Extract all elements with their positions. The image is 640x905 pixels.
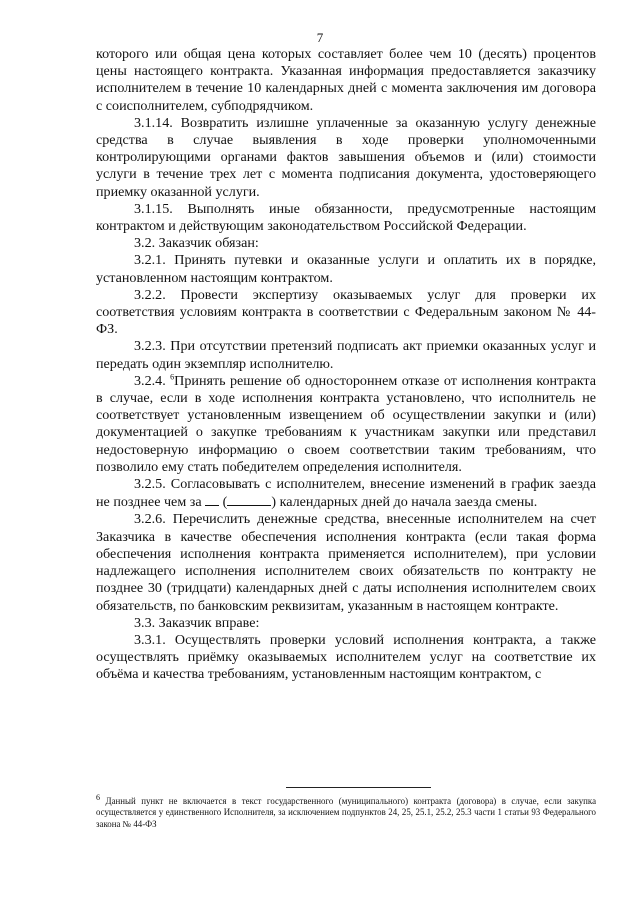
paragraph-3-1-14: 3.1.14. Возвратить излишне уплаченные за оказанную услугу денежные средства в случае выявления в ходе проверки уполномоченными контролирующими органами фактов завышения объемов и (или) стоимости услуги в течение трех лет с момента подписания документа, удостоверяющего приемку оказанной услуги. [96, 114, 596, 200]
footnote-text: Данный пункт не включается в текст государственного (муниципального) контракта (договора) в случае, если закупка осуществляется у единственного Исполнителя, за исключением подпунктов 24, 25, 25.1, 25.2, 25.3 части 1 статьи 93 Федерального закона № 44-ФЗ [96, 796, 597, 829]
section-heading-3-3: 3.3. Заказчик вправе: [134, 614, 260, 631]
blank-field-days-number [205, 493, 219, 506]
section-heading-3-2: 3.2. Заказчик обязан: [134, 235, 259, 252]
paragraph-3-2-2: 3.2.2. Провести экспертизу оказываемых услуг для проверки их соответствия условиям контракта в соответствии с Федеральным законом № 44-ФЗ. [96, 286, 596, 338]
blank-field-days-words [227, 493, 271, 506]
paragraph-3-2-5 [96, 476, 596, 511]
paragraph-3-2-6: 3.2.6. Перечислить денежные средства, внесенные исполнителем на счет Заказчика в качестве обеспечения исполнения контракта (если такая форма обеспечения исполнения контракта применяется исполнителем), при условии надлежащего исполнения исполнителем своих обязательств по контракту не позднее 30 (тридцати) календарных дней с даты исполнения исполнителем своих обязательств, по банковским реквизитам, указанным в настоящем контракте. [96, 511, 596, 614]
footnote [96, 793, 597, 830]
paragraph-number: 3.2.4. [134, 372, 166, 389]
paragraph-3-2-4 [96, 373, 596, 476]
close-paren: ) [271, 494, 277, 511]
page-number: 7 [316, 30, 324, 45]
footnote-mark: 6 [96, 793, 100, 803]
footnote-reference[interactable]: 6 [170, 372, 175, 382]
paragraph-continuation: которого или общая цена которых составляет более чем 10 (десять) процентов цены настоящего контракта. Указанная информация предоставляется заказчику исполнителем в течение 10 календарных дней с момента заключения им договора с соисполнителем, субподрядчиком. [96, 46, 596, 114]
paragraph-3-2-1: 3.2.1. Принять путевки и оказанные услуги и оплатить их в порядке, установленном настоящим контрактом. [96, 252, 596, 286]
paragraph-3-1-15: 3.1.15. Выполнять иные обязанности, предусмотренные настоящим контрактом и действующим законодательством Российской Федерации. [96, 200, 596, 235]
paragraph-tail: календарных дней до начала заезда смены. [279, 494, 538, 511]
document-body [96, 46, 596, 684]
paragraph-text: Принять решение об одностороннем отказе от исполнения контракта в случае, если в ходе исполнения контракта установлено, что исполнитель не соответствует установленным извещением об осуществлении закупки и (или) документацией о закупке требованиям к участникам закупки или представил недостоверную информацию о своем соответствии таким требованиям, что позволило ему стать победителем определения исполнителя. [96, 372, 596, 475]
paragraph-lead: 3.2.5. Согласовывать с исполнителем, внесение изменений в график заезда не позднее чем за [96, 476, 596, 511]
open-paren: ( [222, 494, 228, 511]
paragraph-3-3-1: 3.3.1. Осуществлять проверки условий исполнения контракта, а также осуществлять приёмку оказываемых исполнителем услуг на соответствие их объёма и качества требованиям, установленным настоящим контрактом, с [96, 631, 596, 683]
paragraph-3-2-3: 3.2.3. При отсутствии претензий подписать акт приемки оказанных услуг и передать один экземпляр исполнителю. [96, 338, 596, 372]
footnote-separator [286, 787, 431, 788]
